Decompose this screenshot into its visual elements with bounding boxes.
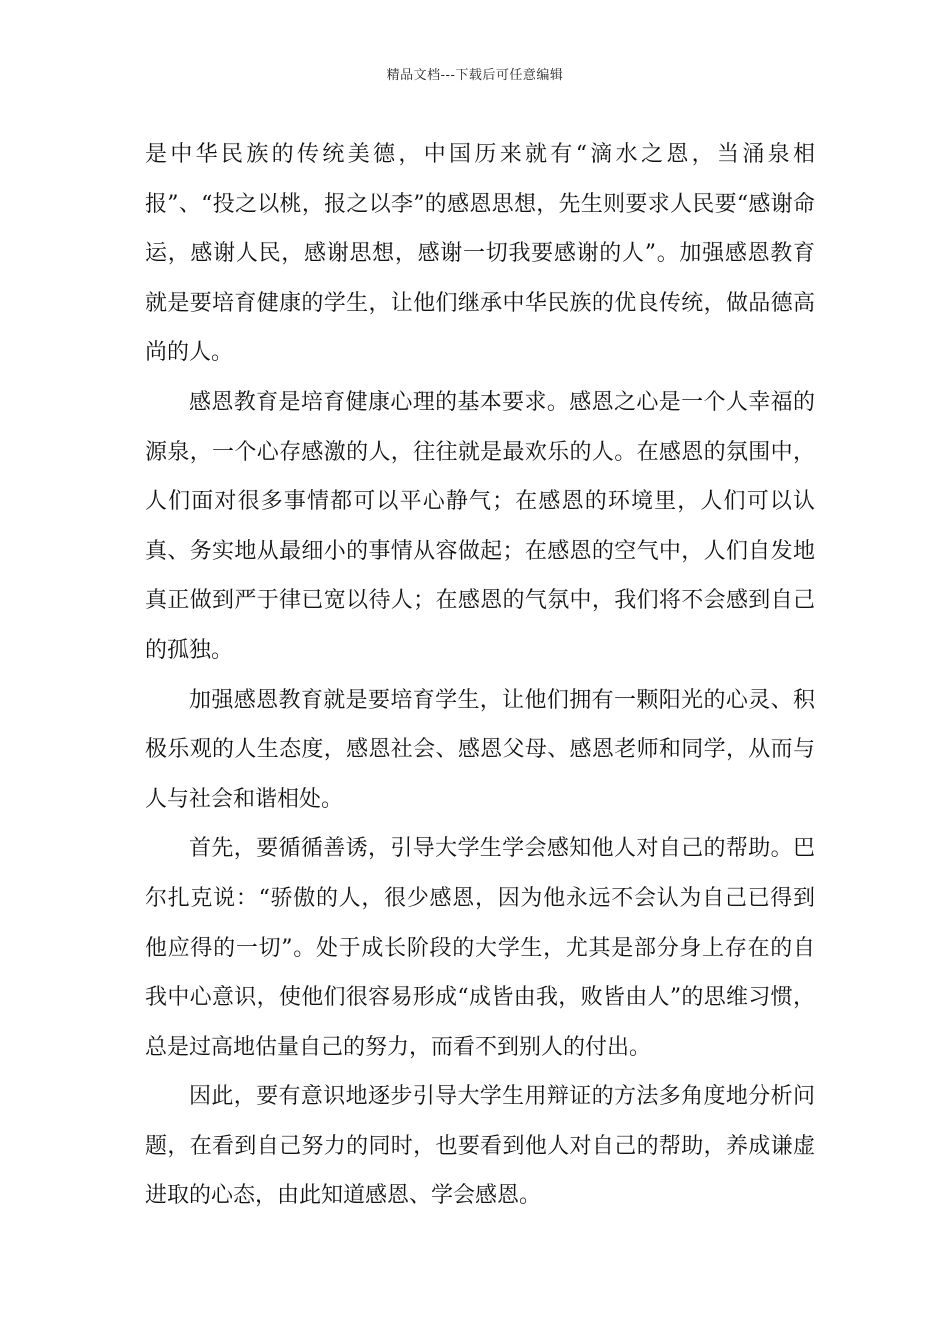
document-body — [145, 130, 815, 1221]
paragraph: 是中华民族的传统美德，中国历来就有“滴水之恩，当涌泉相报”、“投之以桃，报之以李”的感恩思想，先生则要求人民要“感谢命运，感谢人民，感谢思想，感谢一切我要感谢的人”。加强感恩教育就是要培育健康的学生，让他们继承中华民族的优良传统，做品德高尚的人。 — [145, 142, 815, 366]
paragraph: 感恩教育是培育健康心理的基本要求。感恩之心是一个人幸福的源泉，一个心存感激的人，往往就是最欢乐的人。在感恩的氛围中，人们面对很多事情都可以平心静气；在感恩的环境里，人们可以认真、务实地从最细小的事情从容做起；在感恩的空气中，人们自发地真正做到严于律已宽以待人；在感恩的气氛中，我们将不会感到自己的孤独。 — [145, 389, 815, 663]
page-header: 精品文档---下载后可任意编辑 — [386, 68, 564, 83]
paragraph: 首先，要循循善诱，引导大学生学会感知他人对自己的帮助。巴尔扎克说：“骄傲的人，很少感恩，因为他永远不会认为自己已得到他应得的一切”。处于成长阶段的大学生，尤其是部分身上存在的自我中心意识，使他们很容易形成“成皆由我，败皆由人”的思维习惯，总是过高地估量自己的努力，而看不到别人的付出。 — [145, 836, 815, 1060]
paragraph: 因此，要有意识地逐步引导大学生用辩证的方法多角度地分析问题，在看到自己努力的同时，也要看到他人对自己的帮助，养成谦虚进取的心态，由此知道感恩、学会感恩。 — [145, 1084, 815, 1209]
paragraph: 加强感恩教育就是要培育学生，让他们拥有一颗阳光的心灵、积极乐观的人生态度，感恩社会、感恩父母、感恩老师和同学，从而与人与社会和谐相处。 — [145, 687, 815, 812]
